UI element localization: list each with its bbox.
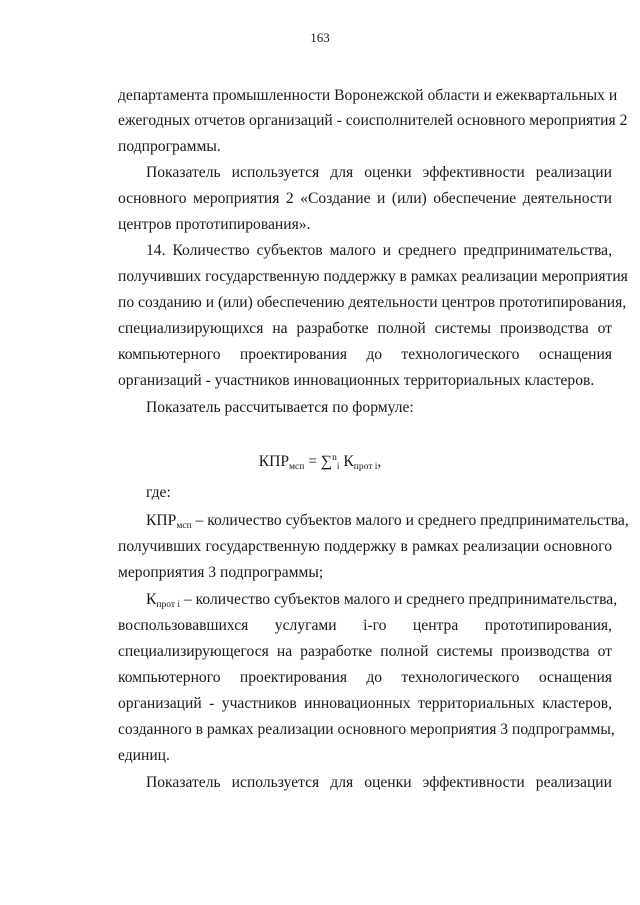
definition-symbol: К: [146, 591, 157, 608]
text-line: организаций - участников инновационных территориальных кластеров,: [118, 695, 612, 712]
text-line: департамента промышленности Воронежской области и ежеквартальных и: [118, 87, 618, 104]
formula-lhs: КПР: [258, 453, 290, 470]
definition-line: [146, 590, 618, 610]
text-line: по созданию и (или) обеспечению деятельности центров прототипирования,: [118, 294, 627, 311]
text-line: компьютерного проектирования до технологического оснащения: [118, 346, 612, 363]
text-line: подпрограммы.: [118, 138, 221, 155]
text-line: Показатель используется для оценки эффективности реализации: [146, 774, 612, 791]
formula: [0, 452, 640, 472]
formula-sum: = ∑: [304, 453, 333, 470]
text-line: специализирующегося на разработке полной системы производства от: [118, 643, 612, 660]
definition-symbol: КПР: [146, 512, 177, 529]
definition-line: [146, 511, 629, 531]
formula-sum-subscript: i: [336, 462, 340, 472]
definition-symbol-subscript: мсп: [176, 521, 192, 531]
text-line: единиц.: [118, 747, 170, 764]
formula-term: К: [339, 453, 354, 470]
page-number: 163: [310, 30, 330, 45]
text-line: получивших государственную поддержку в рамках реализации основного: [118, 538, 612, 555]
text-line: мероприятия 3 подпрограммы;: [118, 564, 324, 581]
formula-tail: ,: [377, 453, 382, 470]
where-label: где:: [146, 484, 171, 501]
text-line: воспользовавшихся услугами i-го центра прототипирования,: [118, 617, 612, 634]
text-line: Показатель рассчитывается по формуле:: [146, 399, 414, 416]
text-line: основного мероприятия 2 «Создание и (или) обеспечение деятельности: [118, 190, 612, 207]
formula-sum-superscript: n: [332, 453, 337, 463]
text-line: 14. Количество субъектов малого и среднего предпринимательства,: [146, 242, 612, 259]
definition-text: – количество субъектов малого и среднего предпринимательства,: [191, 512, 629, 529]
text-line: компьютерного проектирования до технологического оснащения: [118, 669, 612, 686]
formula-lhs-subscript: мсп: [289, 462, 305, 472]
text-line: получивших государственную поддержку в рамках реализации мероприятия: [118, 268, 628, 285]
text-line: специализирующихся на разработке полной системы производства от: [118, 320, 612, 337]
text-line: Показатель используется для оценки эффективности реализации: [146, 164, 612, 181]
definition-symbol-subscript: прот i: [156, 600, 181, 610]
text-line: созданного в рамках реализации основного мероприятия 3 подпрограммы,: [118, 721, 615, 738]
text-line: ежегодных отчетов организаций - соисполнителей основного мероприятия 2: [118, 112, 628, 129]
definition-text: – количество субъектов малого и среднего предпринимательства,: [180, 591, 618, 608]
text-line: центров прототипирования».: [118, 216, 311, 233]
text-line: организаций - участников инновационных территориальных кластеров.: [118, 372, 595, 389]
formula-term-subscript: прот i: [353, 462, 378, 472]
